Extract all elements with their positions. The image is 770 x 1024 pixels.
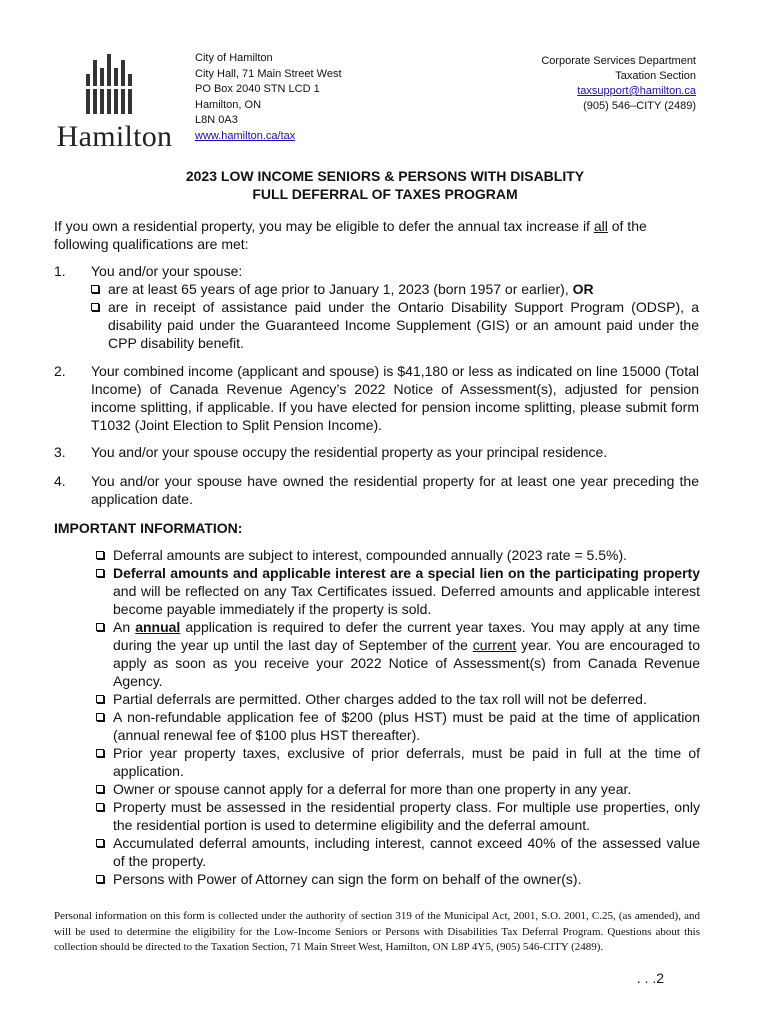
- city-address: [195, 51, 342, 144]
- item-text: application is required to defer the current year taxes. You may apply at any time during the year up until the last day of September of the: [113, 619, 701, 653]
- item-text: Property must be assessed in the residential property class. For multiple use properties, only the residential portion is used to determine eligibility and the deferral amount.: [113, 799, 700, 833]
- item-text: A non-refundable application fee of $200 (plus HST) must be paid at the time of application (annual renewal fee of $100 plus HST thereafter).: [113, 709, 700, 743]
- address-line: L8N 0A3: [195, 114, 238, 126]
- qualification-3: [54, 443, 699, 461]
- intro-text: If you own a residential property, you may be eligible to defer the annual tax increase if: [54, 218, 594, 234]
- item-text: and will be reflected on any Tax Certificates issued. Deferred amounts and applicable interest become payable immediately if the property is sold.: [113, 583, 700, 617]
- checkbox-bullet-icon: [96, 713, 104, 721]
- qualification-number: 2.: [54, 363, 66, 379]
- hamilton-logo: [52, 52, 177, 155]
- intro-emphasis: all: [593, 218, 608, 234]
- item-emphasis-annual: annual: [135, 619, 181, 635]
- bullet-text: are at least 65 years of age prior to January 1, 2023 (born 1957 or earlier),: [108, 281, 573, 297]
- item-text: Owner or spouse cannot apply for a deferral for more than one property in any year.: [113, 781, 632, 797]
- important-item: [96, 798, 700, 834]
- intro-text-end: of the following qualifications are met:: [54, 218, 647, 252]
- important-heading: IMPORTANT INFORMATION:: [54, 520, 243, 536]
- item-text: Prior year property taxes, exclusive of prior deferrals, must be paid in full at the time of application.: [113, 745, 700, 779]
- document-title: [0, 167, 770, 203]
- bullet-emphasis: OR: [572, 281, 594, 297]
- qualification-1: [54, 262, 699, 352]
- item-text: An: [113, 619, 136, 635]
- email-link[interactable]: taxsupport@hamilton.ca: [577, 85, 696, 97]
- checkbox-bullet-icon: [91, 303, 99, 311]
- qualification-text: You and/or your spouse occupy the residential property as your principal residence.: [91, 444, 608, 460]
- department-line: Corporate Services Department: [541, 55, 696, 67]
- qualification-text: You and/or your spouse have owned the residential property for at least one year preceding the application date.: [91, 473, 699, 507]
- section-line: Taxation Section: [615, 70, 696, 82]
- important-item: [96, 546, 700, 564]
- checkbox-bullet-icon: [91, 285, 99, 293]
- checkbox-bullet-icon: [96, 551, 104, 559]
- important-item: [96, 870, 700, 888]
- item-text: Deferral amounts are subject to interest, compounded annually (2023 rate = 5.5%).: [113, 547, 628, 563]
- title-line-2: FULL DEFERRAL OF TAXES PROGRAM: [252, 186, 518, 202]
- qualification-number: 4.: [54, 473, 66, 489]
- address-line: City of Hamilton: [195, 52, 273, 64]
- qualification-bullets: [91, 280, 699, 352]
- checkbox-bullet-icon: [96, 695, 104, 703]
- qualification-4: [54, 472, 699, 508]
- bullet-text: are in receipt of assistance paid under the Ontario Disability Support Program (ODSP), a disability paid under the Guaranteed Income Supplement (GIS) or an amount paid under the CPP disability benefit.: [108, 299, 699, 351]
- qualification-lead: You and/or your spouse:: [91, 263, 243, 279]
- address-line: PO Box 2040 STN LCD 1: [195, 83, 320, 95]
- important-list: [96, 546, 700, 888]
- checkbox-bullet-icon: [96, 875, 104, 883]
- logo-wordmark: Hamilton: [56, 120, 173, 153]
- website-link[interactable]: www.hamilton.ca/tax: [195, 129, 296, 142]
- item-text: Persons with Power of Attorney can sign the form on behalf of the owner(s).: [113, 871, 582, 887]
- important-item: [96, 564, 700, 618]
- qualification-number: 3.: [54, 444, 66, 460]
- department-contact: [541, 54, 696, 114]
- item-emphasis-current: current: [472, 637, 517, 653]
- checkbox-bullet-icon: [96, 785, 104, 793]
- qualification-2: [54, 362, 699, 434]
- item-text: Partial deferrals are permitted. Other charges added to the tax roll will not be deferred.: [113, 691, 647, 707]
- important-item: [96, 690, 700, 708]
- item-emphasis: Deferral amounts and applicable interest are a special lien on the participating property: [113, 565, 700, 581]
- item-text: Accumulated deferral amounts, including interest, cannot exceed 40% of the assessed value of the property.: [113, 835, 700, 869]
- qualification-text: Your combined income (applicant and spouse) is $41,180 or less as indicated on line 15000 (Total Income) of Canada Revenue Agency’s 2022 Notice of Assessment(s), adjusted for pension income splitting, if applicable. If you have elected for pension income splitting, please submit form T1032 (Joint Election to Split Pension Income).: [91, 363, 699, 433]
- checkbox-bullet-icon: [96, 749, 104, 757]
- important-item: [96, 780, 700, 798]
- address-line: Hamilton, ON: [195, 98, 262, 111]
- qualification-number: 1.: [54, 263, 66, 279]
- important-item: [96, 708, 700, 744]
- privacy-notice: Personal information on this form is collected under the authority of section 319 of the Municipal Act, 2001, S.O. 2001, C.25, (as amended), and will be used to determine the eligibility for the Low-Income Seniors or Persons with Disabilities Tax Deferral Program. Questions about this collection should be directed to the Taxation Section, 71 Main Street West, Hamilton, ON L8P 4Y5, (905) 546-CITY (2489).: [54, 910, 700, 953]
- hamilton-logo-mark-icon: [82, 52, 148, 114]
- phone-number: (905) 546–CITY (2489): [583, 100, 696, 112]
- title-line-1: 2023 LOW INCOME SENIORS & PERSONS WITH DISABLITY: [185, 168, 585, 184]
- bullet-item: [91, 280, 699, 298]
- item-text: year. You are encouraged to apply as soon as you receive your 2022 Notice of Assessment(s) from Canada Revenue Agency.: [113, 637, 700, 689]
- address-line: City Hall, 71 Main Street West: [195, 67, 342, 80]
- checkbox-bullet-icon: [96, 569, 104, 577]
- important-item: [96, 744, 700, 780]
- checkbox-bullet-icon: [96, 623, 104, 631]
- bullet-item: [91, 298, 699, 352]
- checkbox-bullet-icon: [96, 803, 104, 811]
- intro-paragraph: [54, 217, 699, 253]
- important-item: [96, 618, 700, 690]
- page-continuation: . . .2: [636, 970, 664, 986]
- important-item: [96, 834, 700, 870]
- checkbox-bullet-icon: [96, 839, 104, 847]
